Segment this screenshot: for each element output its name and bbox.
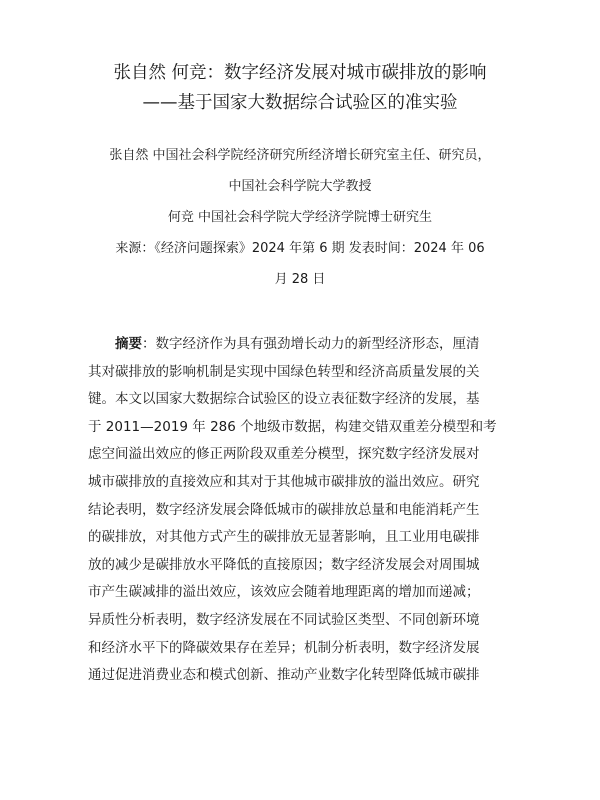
abstract-line: 于 2011—2019 年 286 个地级市数据，构建交错双重差分模型和考 xyxy=(88,418,497,435)
source-info-cont: 月 28 日 xyxy=(274,272,326,287)
source-info: 来源：《经济问题探索》2024 年第 6 期 发表时间：2024 年 06 xyxy=(115,241,485,256)
abstract xyxy=(88,331,512,690)
author-info xyxy=(88,140,512,295)
abstract-line-text: ：数字经济作为具有强劲增长动力的新型经济形态，厘清 xyxy=(142,336,480,352)
abstract-line: 市产生碳减排的溢出效应，该效应会随着地理距离的增加而递减； xyxy=(88,584,480,601)
abstract-line: 通过促进消费业态和模式创新、推动产业数字化转型降低城市碳排 xyxy=(88,667,480,684)
title-main: 张自然 何竞：数字经济发展对城市碳排放的影响 xyxy=(113,63,487,83)
abstract-line: 结论表明，数字经济发展会降低城市的碳排放总量和电能消耗产生 xyxy=(88,501,480,518)
abstract-line: 的碳排放，对其他方式产生的碳排放无显著影响，且工业用电碳排 xyxy=(88,529,480,546)
abstract-line: 放的减少是碳排放水平降低的直接原因；数字经济发展会对周围城 xyxy=(88,556,480,573)
abstract-line: 虑空间溢出效应的修正两阶段双重差分模型，探究数字经济发展对 xyxy=(88,446,480,463)
author2-affiliation: 何竞 中国社会科学院大学经济学院博士研究生 xyxy=(167,210,433,225)
abstract-line: 城市碳排放的直接效应和其对于其他城市碳排放的溢出效应。研究 xyxy=(88,473,480,490)
article-title xyxy=(88,0,512,118)
abstract-line: 其对碳排放的影响机制是实现中国绿色转型和经济高质量发展的关 xyxy=(88,363,480,380)
author1-affiliation: 张自然 中国社会科学院经济研究所经济增长研究室主任、研究员， xyxy=(109,148,491,163)
abstract-label: 摘要 xyxy=(115,336,142,352)
title-subtitle: ——基于国家大数据综合试验区的准实验 xyxy=(142,93,458,113)
abstract-line xyxy=(88,331,512,359)
abstract-line: 异质性分析表明，数字经济发展在不同试验区类型、不同创新环境 xyxy=(88,611,480,628)
abstract-line: 键。本文以国家大数据综合试验区的设立表征数字经济的发展，基 xyxy=(88,391,480,408)
author1-affiliation-cont: 中国社会科学院大学教授 xyxy=(228,179,372,194)
abstract-line: 和经济水平下的降碳效果存在差异；机制分析表明，数字经济发展 xyxy=(88,639,480,656)
